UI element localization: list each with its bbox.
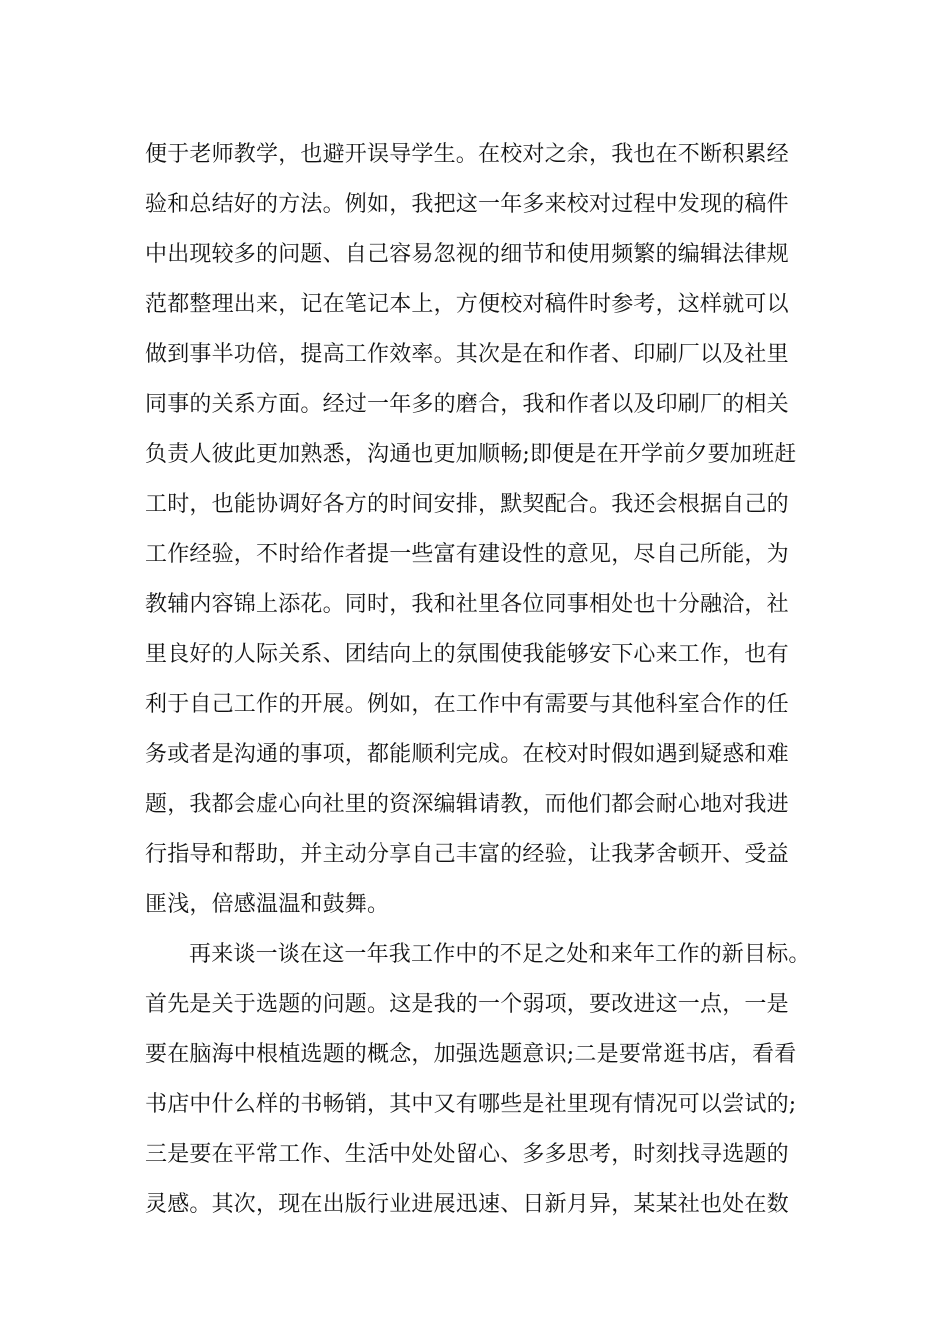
- text-line-5: 做到事半功倍，提高工作效率。其次是在和作者、印刷厂以及社里: [145, 342, 789, 367]
- text-line-10: 教辅内容锦上添花。同时，我和社里各位同事相处也十分融洽，社: [145, 592, 789, 617]
- text-line-12: 利于自己工作的开展。例如，在工作中有需要与其他科室合作的任: [145, 692, 789, 717]
- text-line-11: 里良好的人际关系、团结向上的氛围使我能够安下心来工作，也有: [145, 642, 789, 667]
- text-line-15: 行指导和帮助，并主动分享自己丰富的经验，让我茅舍顿开、受益: [145, 842, 789, 867]
- text-line-9: 工作经验，不时给作者提一些富有建设性的意见，尽自己所能，为: [145, 542, 789, 567]
- paragraph-start-line: 再来谈一谈在这一年我工作中的不足之处和来年工作的新目标。: [189, 942, 811, 967]
- text-line-20: 书店中什么样的书畅销，其中又有哪些是社里现有情况可以尝试的;: [145, 1092, 797, 1117]
- text-line-6: 同事的关系方面。经过一年多的磨合，我和作者以及印刷厂的相关: [145, 392, 789, 417]
- text-line-21: 三是要在平常工作、生活中处处留心、多多思考，时刻找寻选题的: [145, 1142, 789, 1167]
- document-body: [145, 130, 820, 1230]
- text-line-16: 匪浅，倍感温温和鼓舞。: [145, 892, 390, 917]
- text-line-4: 范都整理出来，记在笔记本上，方便校对稿件时参考，这样就可以: [145, 292, 789, 317]
- text-line-22: 灵感。其次，现在出版行业进展迅速、日新月异，某某社也处在数: [145, 1192, 789, 1217]
- text-line-14: 题，我都会虚心向社里的资深编辑请教，而他们都会耐心地对我进: [145, 792, 789, 817]
- text-line-13: 务或者是沟通的事项，都能顺利完成。在校对时假如遇到疑惑和难: [145, 742, 789, 767]
- text-line-1: 便于老师教学，也避开误导学生。在校对之余，我也在不断积累经: [145, 142, 789, 167]
- text-line-8: 工时，也能协调好各方的时间安排，默契配合。我还会根据自己的: [145, 492, 789, 517]
- text-line-2: 验和总结好的方法。例如，我把这一年多来校对过程中发现的稿件: [145, 192, 789, 217]
- text-line-18: 首先是关于选题的问题。这是我的一个弱项，要改进这一点，一是: [145, 992, 789, 1017]
- text-line-7: 负责人彼此更加熟悉，沟通也更加顺畅;即便是在开学前夕要加班赶: [145, 442, 797, 467]
- text-line-3: 中出现较多的问题、自己容易忽视的细节和使用频繁的编辑法律规: [145, 242, 789, 267]
- text-line-19: 要在脑海中根植选题的概念，加强选题意识;二是要常逛书店，看看: [145, 1042, 797, 1067]
